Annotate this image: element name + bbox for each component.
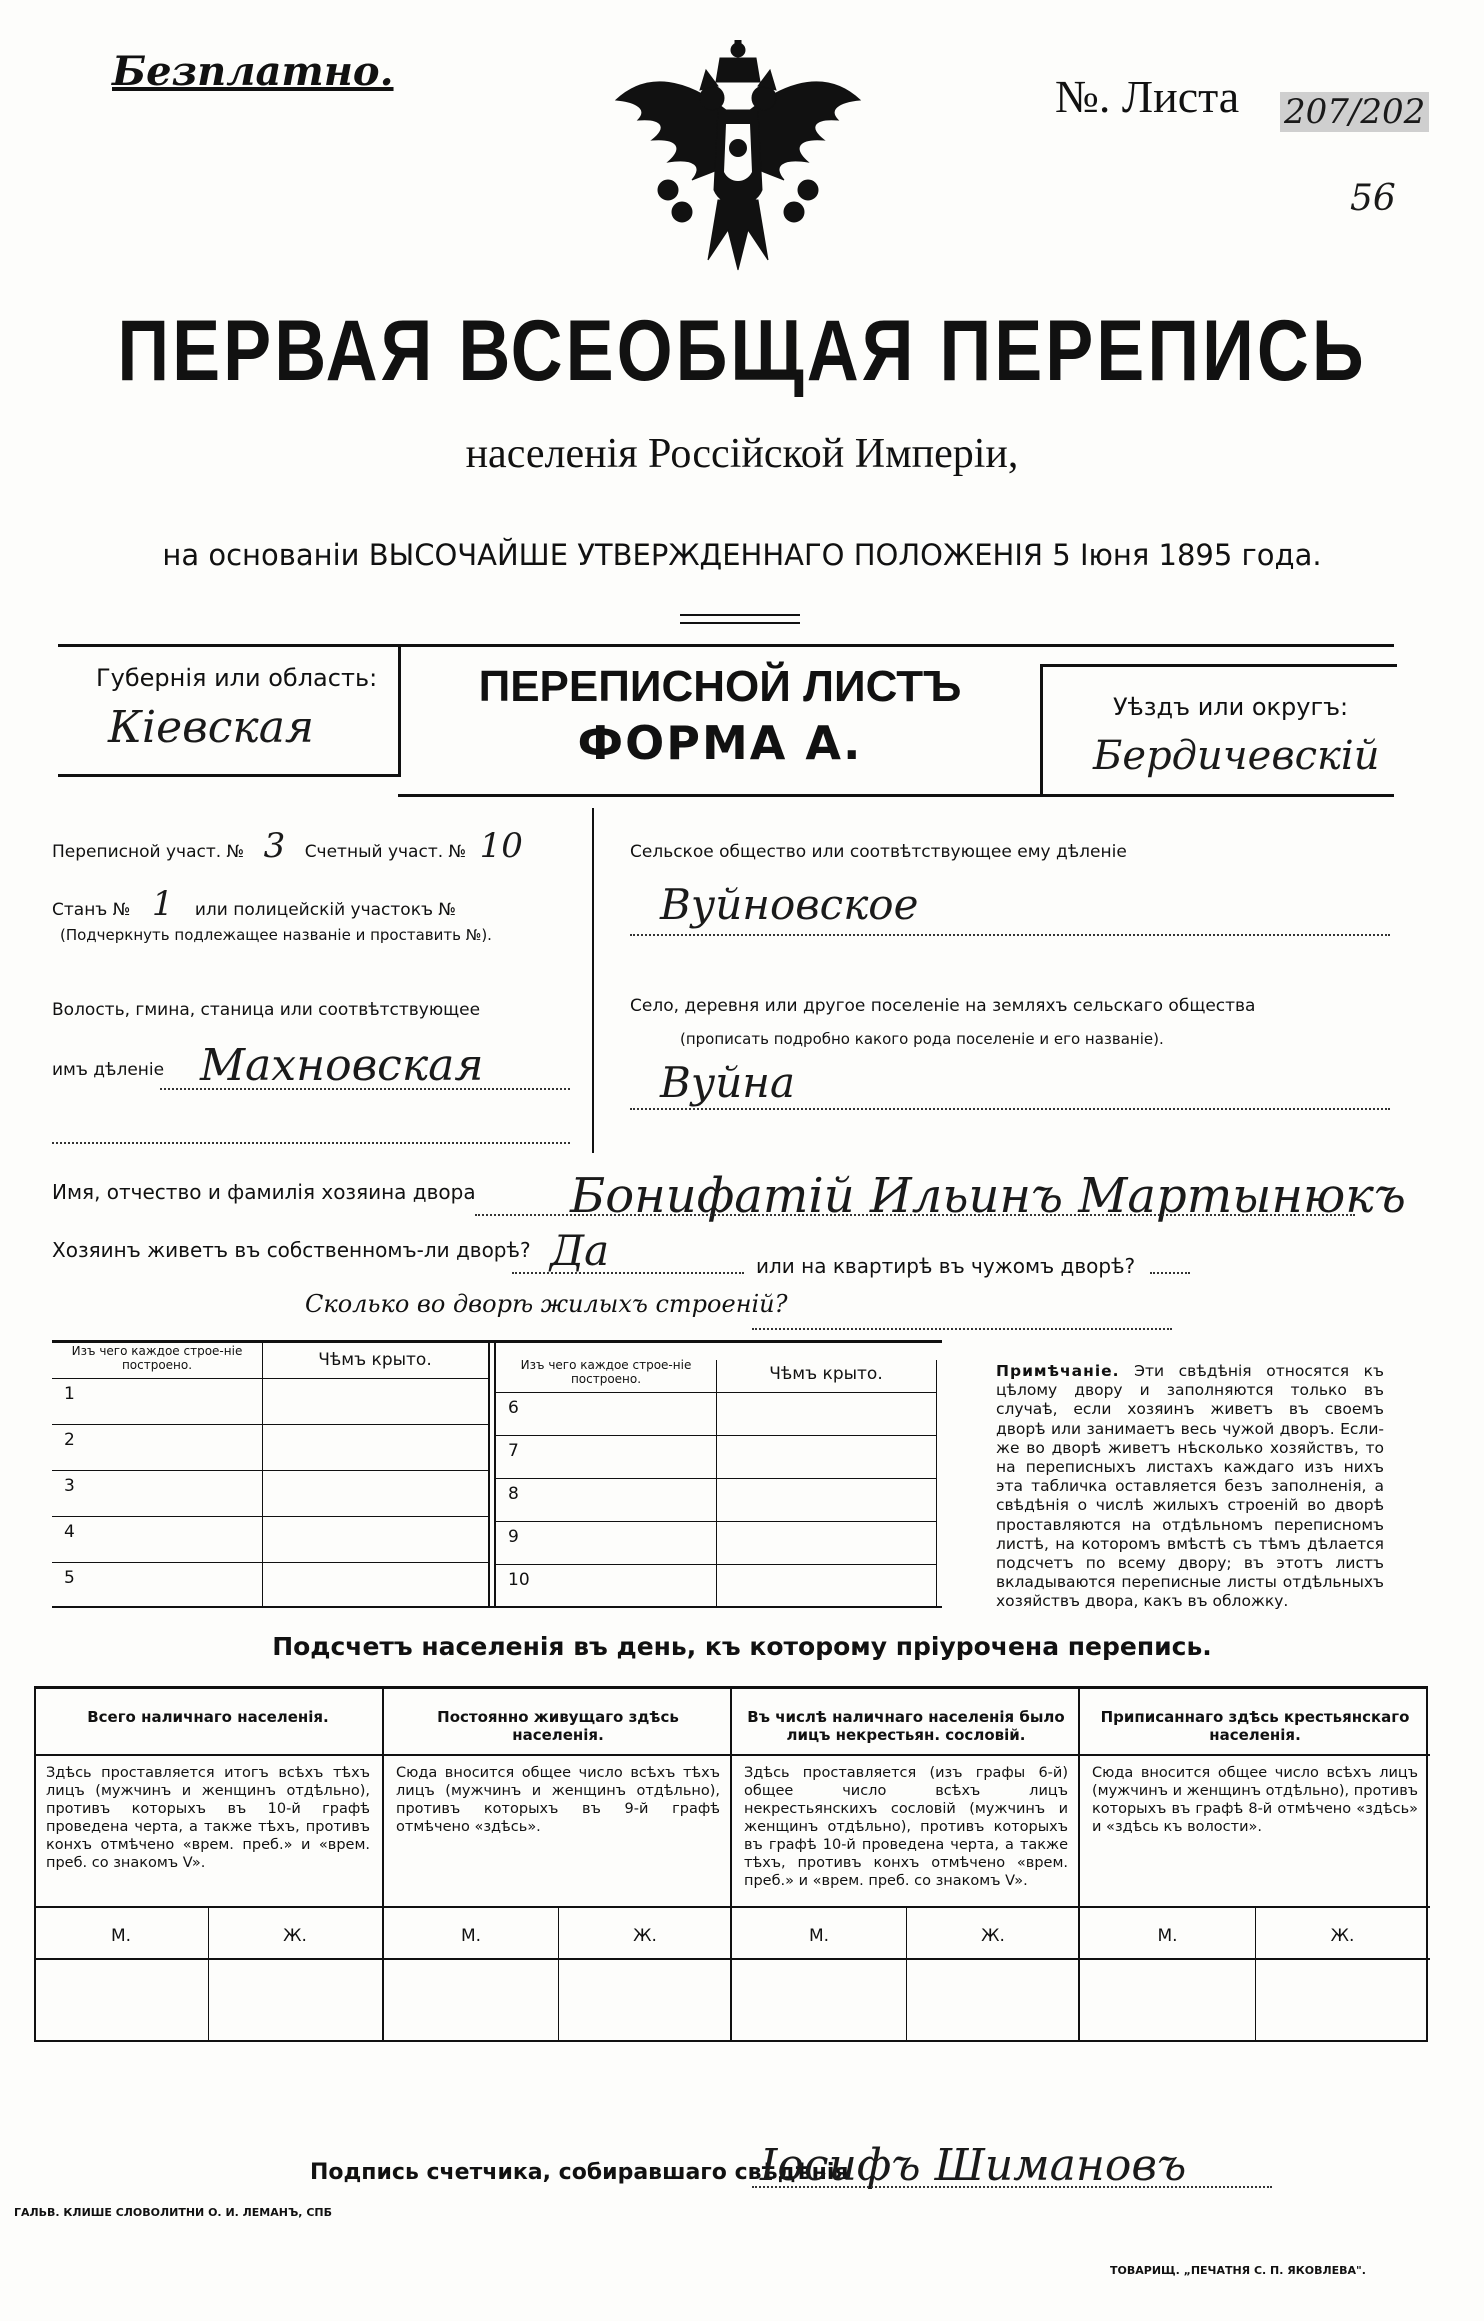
count-column-description: Сюда вносится общее число всѣхъ тѣхъ лицъ (мужчинъ и женщинъ отдѣльно), противъ которыхъ въ 9-й графѣ отмѣчено «здѣсь». xyxy=(396,1765,720,1835)
imperial-eagle-emblem xyxy=(608,40,868,290)
col-roof-right: Чѣмъ крыто. xyxy=(769,1364,883,1384)
form-title: ПЕРЕПИСНОЙ ЛИСТЪ xyxy=(478,662,962,711)
schet-uch-label: Счетный участ. № xyxy=(304,842,467,862)
stan-value: 1 xyxy=(151,884,174,924)
count-column-header: Въ числѣ наличнаго населенія было лицъ некрестьян. сословій. xyxy=(747,1708,1065,1744)
owner-name-value: Бонифатій Ильинъ Мартынюкъ xyxy=(570,1168,1406,1224)
volost-label-line2: имъ дѣленіе xyxy=(52,1060,165,1080)
village-dotline xyxy=(630,1108,1390,1110)
col-roof-left: Чѣмъ крыто. xyxy=(318,1350,432,1370)
building-row-line xyxy=(52,1562,488,1563)
building-row-line xyxy=(52,1516,488,1517)
perepis-uch-value: 3 xyxy=(263,826,286,866)
printer-left: ГАЛЬВ. КЛИШЕ СЛОВОЛИТНИ О. И. ЛЕМАНЪ, СПБ xyxy=(14,2206,332,2219)
stan-label: Станъ № xyxy=(52,900,131,920)
building-row-number: 2 xyxy=(64,1430,75,1450)
sheet-number-label: №. Листа xyxy=(1055,71,1240,122)
building-row-line xyxy=(496,1521,936,1522)
society-value: Вуйновское xyxy=(660,880,919,929)
count-column-header: Постоянно живущаго здѣсь населенія. xyxy=(437,1708,679,1744)
building-row-line xyxy=(496,1435,936,1436)
gubernia-value: Кіевская xyxy=(108,702,315,753)
census-title: ПЕРВАЯ ВСЕОБЩАЯ ПЕРЕПИСЬ xyxy=(117,303,1367,399)
building-row-number: 9 xyxy=(508,1527,519,1547)
building-row-number: 6 xyxy=(508,1398,519,1418)
signature-label: Подпись счетчика, собиравшаго свѣдѣнія xyxy=(310,2160,849,2185)
gubernia-box xyxy=(58,644,401,777)
count-female-header: Ж. xyxy=(283,1926,307,1946)
census-subtitle: населенія Россійской Имперіи, xyxy=(465,431,1019,477)
owner-own-dotline xyxy=(512,1272,744,1274)
sheet-number-extra: 56 xyxy=(1350,178,1396,219)
printer-right: ТОВАРИЩ. „ПЕЧАТНЯ С. П. ЯКОВЛЕВА". xyxy=(1110,2264,1366,2277)
uezd-label: Уѣздъ или округъ: xyxy=(1113,693,1349,721)
free-label: Безплатно. xyxy=(112,48,394,95)
signature-value: Іосифъ Шимановъ xyxy=(760,2140,1187,2191)
count-title: Подсчетъ населенія въ день, къ которому пріурочена перепись. xyxy=(272,1632,1212,1661)
uezd-box xyxy=(1040,664,1397,797)
census-basis: на основаніи ВЫСОЧАЙШЕ УТВЕРЖДЕННАГО ПОЛОЖЕНІЯ 5 Іюня 1895 года. xyxy=(162,538,1322,572)
note-label: Примѣчаніе. xyxy=(996,1362,1120,1380)
building-row-number: 3 xyxy=(64,1476,75,1496)
buildings-question: Сколько во дворѣ жилыхъ строеній? xyxy=(305,1290,788,1318)
perepis-uch-label: Переписной участ. № xyxy=(52,842,245,862)
building-row-line xyxy=(52,1470,488,1471)
building-row-line xyxy=(496,1564,936,1565)
form-header-rule-bottom xyxy=(398,794,1394,797)
col-built-left: Изъ чего каждое строе-ніе построено. xyxy=(71,1344,243,1372)
count-female-header: Ж. xyxy=(1330,1926,1355,1946)
uezd-value: Бердичевскій xyxy=(1093,733,1380,779)
count-male-header: М. xyxy=(110,1926,132,1946)
owner-own-value: Да xyxy=(550,1226,610,1275)
count-column-description: Сюда вносится общее число всѣхъ лицъ (мужчинъ и женщинъ отдѣльно), противъ которыхъ въ графѣ 8-й отмѣчено «здѣсь» и «здѣсь къ волости». xyxy=(1092,1765,1418,1835)
ornament-divider xyxy=(680,614,800,624)
owner-name-dotline xyxy=(475,1214,1355,1216)
sheet-number-block xyxy=(1055,70,1239,123)
count-column xyxy=(34,1686,382,2042)
village-value: Вуйна xyxy=(660,1058,795,1107)
count-column xyxy=(730,1686,1080,2042)
count-column-header: Приписаннаго здѣсь крестьянскаго населенія. xyxy=(1100,1708,1410,1744)
owner-name-label: Имя, отчество и фамилія хозяина двора xyxy=(52,1180,476,1204)
stan-row xyxy=(52,884,582,924)
precinct-row xyxy=(52,826,582,866)
count-female-header: Ж. xyxy=(633,1926,657,1946)
form-name: ФОРМА А. xyxy=(577,716,863,770)
count-column xyxy=(1078,1686,1430,2042)
note-text: Эти свѣдѣнія относятся къ цѣлому двору и заполняются только въ случаѣ, если хозяинъ живетъ въ своемъ дворѣ или занимаетъ весь чужой дворъ. Если-же во дворѣ живетъ нѣсколько хозяйствъ, то на переписныхъ листахъ каждаго изъ нихъ эта табличка оставляется безъ заполненія, а свѣдѣнія о числѣ жилыхъ строеній во дворѣ проставляются на отдѣльномъ переписномъ листѣ, на которомъ вмѣстѣ съ тѣмъ дѣлается подсчетъ по всему двору; въ этотъ листъ вкладываются переписные листы отдѣльныхъ хозяйствъ двора, какъ въ обложку. xyxy=(996,1362,1384,1611)
building-row-line xyxy=(52,1424,488,1425)
buildings-note xyxy=(996,1362,1384,1612)
owner-own-label: Хозяинъ живетъ въ собственномъ-ли дворѣ? xyxy=(52,1238,531,1262)
volost-value: Махновская xyxy=(200,1040,484,1091)
signature-dotline xyxy=(752,2186,1272,2188)
sheet-number-value: 207/202 xyxy=(1280,92,1429,132)
buildings-table xyxy=(52,1340,942,1608)
owner-rent-dotline xyxy=(1150,1272,1190,1274)
count-male-header: М. xyxy=(808,1926,830,1946)
volost-dotline-2 xyxy=(52,1142,570,1144)
building-row-number: 8 xyxy=(508,1484,519,1504)
volost-dotline-1 xyxy=(160,1088,570,1090)
count-column xyxy=(382,1686,732,2042)
count-column-description: Здѣсь проставляется (изъ графы 6-й) общее число всѣхъ лицъ некрестьянскихъ сословій (мужчинъ и женщинъ отдѣльно), противъ которыхъ въ графѣ 10-й проведена черта, а также тѣхъ, противъ конхъ отмѣчено «врем. преб.» и «врем. преб. со знакомъ V». xyxy=(744,1765,1068,1889)
fields-divider xyxy=(592,808,594,1153)
count-male-header: М. xyxy=(1157,1926,1178,1946)
village-label-line2: (прописать подробно какого рода поселеніе и его названіе). xyxy=(680,1030,1164,1048)
society-label: Сельское общество или соотвѣтствующее ему дѣленіе xyxy=(630,842,1127,862)
count-column-description: Здѣсь проставляется итогъ всѣхъ тѣхъ лицъ (мужчинъ и женщинъ отдѣльно), противъ которыхъ въ 10-й графѣ проведена черта, а также тѣхъ, противъ конхъ отмѣчено «врем. преб.» и «врем. преб. со знакомъ V». xyxy=(46,1765,370,1871)
police-label: или полицейскій участокъ № xyxy=(194,900,457,920)
count-male-header: М. xyxy=(460,1926,482,1946)
gubernia-label: Губернія или область: xyxy=(96,664,378,692)
underline-note: (Подчеркнуть подлежащее названіе и проставить №). xyxy=(60,926,492,944)
building-row-number: 1 xyxy=(64,1384,75,1404)
count-column-header: Всего наличнаго населенія. xyxy=(87,1708,329,1726)
schet-uch-value: 10 xyxy=(479,826,523,866)
society-dotline xyxy=(630,934,1390,936)
building-row-number: 10 xyxy=(508,1570,530,1590)
owner-rent-label: или на квартирѣ въ чужомъ дворѣ? xyxy=(756,1254,1136,1278)
col-built-right: Изъ чего каждое строе-ніе построено. xyxy=(520,1358,692,1386)
buildings-dotline xyxy=(752,1328,1172,1330)
building-row-number: 5 xyxy=(64,1568,75,1588)
count-table xyxy=(34,1686,1428,2042)
volost-label-line1: Волость, гмина, станица или соотвѣтствующее xyxy=(52,1000,481,1020)
count-female-header: Ж. xyxy=(981,1926,1005,1946)
building-row-number: 7 xyxy=(508,1441,519,1461)
village-label-line1: Село, деревня или другое поселеніе на земляхъ сельскаго общества xyxy=(630,996,1256,1016)
building-row-number: 4 xyxy=(64,1522,75,1542)
building-row-line xyxy=(496,1478,936,1479)
